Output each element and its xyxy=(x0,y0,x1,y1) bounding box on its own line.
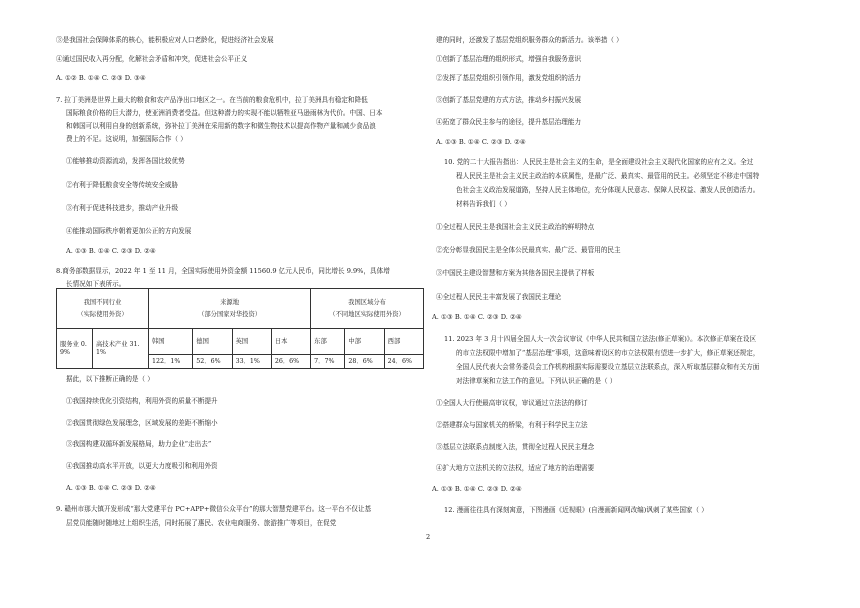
q7-stem-line-3: 和韩国可以利用自身的创新系统，弥补拉丁美洲在采用新的数字和微生物技术以提高作物产量和减少食品浪 xyxy=(66,122,376,130)
q7-statement-2: ②有利于降低粮食安全等传统安全威胁 xyxy=(66,181,179,189)
q11-statement-4: ④扩大地方立法机关的立法权，适应了地方的治理需要 xyxy=(436,464,595,472)
q10-statement-3: ③中国民主建设智慧和方案为其他各国民主提供了样板 xyxy=(436,269,595,277)
q10-statement-1: ①全过程人民民主是我国社会主义民主政治的鲜明特点 xyxy=(436,223,595,231)
table-header-industry-title: 我国不同行业 xyxy=(83,298,122,306)
q8-statement-1: ①我国持续优化引资结构，利用外资的质量不断提升 xyxy=(66,397,218,405)
page-number: 2 xyxy=(426,533,431,541)
table-cell-region-val-3: 24．6% xyxy=(384,355,423,369)
q10-stem-line-4: 材料告诉我们（ ） xyxy=(456,200,511,208)
table-header-industry-subtitle: （实际使用外资） xyxy=(77,310,128,318)
q7-stem-line-4: 费上的不足。这说明，加强国际合作（ ） xyxy=(66,135,187,143)
q8-stem-line-2: 长情况如下表所示。 xyxy=(66,280,126,288)
q6-statement-4: ④通过国民收入再分配，化解社会矛盾和冲突，促进社会公平正义 xyxy=(56,55,248,63)
q7-statement-1: ①能够推动资源流动，发挥各国比较优势 xyxy=(66,157,185,165)
q10-options[interactable]: A. ①③ B. ①④ C. ②③ D. ②④ xyxy=(432,313,522,321)
q11-stem-line-1: 11. 2023 年 3 月十四届全国人大一次会议审议《中华人民共和国立法法(修正草案)》。本次修正草案在设区 xyxy=(444,335,757,343)
q7-options[interactable]: A. ①③ B. ①④ C. ②③ D. ②④ xyxy=(66,247,156,255)
table-header-source-subtitle: （部分国家对华投资） xyxy=(198,310,262,318)
q10-stem-line-2: 程人民民主是社会主义民主政治的本质属性，是最广泛、最真实、最管用的民主。必须坚定不移走中国特 xyxy=(456,172,760,180)
q7-statement-4: ④能推动国际秩序朝着更加公正的方向发展 xyxy=(66,227,192,235)
table-header-region xyxy=(311,289,424,329)
table-cell-region-val-2: 28．6% xyxy=(345,355,384,369)
q11-stem-line-2: 的市立法权限中增加了“基层治理”事项，这意味着设区的市立法权限有望进一步扩大，修正草案还规定， xyxy=(456,349,760,357)
table-header-industry xyxy=(57,289,149,329)
table-cell-country-4: 日本 xyxy=(271,329,310,355)
table-cell-country-val-4: 26．6% xyxy=(271,355,310,369)
q6-statement-3: ③是我国社会保障体系的核心，能积极应对人口老龄化，促进经济社会发展 xyxy=(56,36,274,44)
q9-stem-continued: 建的同时，还激发了基层党组织服务群众的新活力。该举措（ ） xyxy=(436,36,623,44)
table-cell-region-1: 东部 xyxy=(311,329,345,355)
q9-statement-3: ③创新了基层党建的方式方法，推动乡村振兴发展 xyxy=(436,96,582,104)
q12-stem: 12. 漫画往往具有深刻寓意，下图漫画《近视眼》(自漫画新闻网改编)讽刺了某些国家（ ） xyxy=(444,506,708,514)
table-cell-service-line-2: 9% xyxy=(60,348,70,356)
q8-options[interactable]: A. ①③ B. ①④ C. ②③ D. ②④ xyxy=(66,484,156,492)
q9-statement-2: ②发挥了基层党组织引领作用，激发党组织的活力 xyxy=(436,74,582,82)
q7-statement-3: ③有利于促进科技进步，推动产业升级 xyxy=(66,204,179,212)
table-header-source-title: 来源地 xyxy=(220,298,240,306)
table-cell-region-3: 西部 xyxy=(384,329,423,355)
q11-statement-3: ③基层立法联系点制度入法，贯彻全过程人民民主理念 xyxy=(436,443,595,451)
table-cell-hightech-line-2: 1% xyxy=(96,348,106,356)
q9-statement-4: ④拓宽了群众民主参与的途径，提升基层治理能力 xyxy=(436,118,582,126)
q8-data-table xyxy=(56,288,424,369)
table-cell-service xyxy=(57,329,93,369)
q11-stem-line-3: 全国人民代表大会常务委员会工作机构根据实际需要设立基层立法联系点，深入听取基层群众和有关方面 xyxy=(456,363,760,371)
table-header-region-title: 我国区域分布 xyxy=(348,298,386,306)
table-cell-country-1: 韩国 xyxy=(149,329,193,355)
q10-statement-4: ④全过程人民民主丰富发展了我国民主理论 xyxy=(436,293,562,301)
q8-statement-4: ④我国推动高水平开放，以更大力度吸引和利用外资 xyxy=(66,462,218,470)
q7-stem-line-2: 国际粮食价格的巨大潜力，使亚洲消费者受益。但这种潜力的实现不能以牺牲亚马逊雨林为代价。中国、日本 xyxy=(66,109,383,117)
q6-options[interactable]: A. ①② B. ①④ C. ②③ D. ③④ xyxy=(56,74,146,82)
q8-statement-3: ③我国构建双循环新发展格局，助力企业“走出去” xyxy=(66,440,212,448)
table-cell-region-val-1: 7．7% xyxy=(311,355,345,369)
table-cell-country-val-2: 52．6% xyxy=(193,355,232,369)
table-cell-country-2: 德国 xyxy=(193,329,232,355)
table-cell-country-val-1: 122．1% xyxy=(149,355,193,369)
q10-statement-2: ②充分彰显我国民主是全体公民最真实、最广泛、最管用的民主 xyxy=(436,246,621,254)
q8-statement-2: ②我国贯彻绿色发展理念，区域发展的差距不断缩小 xyxy=(66,419,218,427)
table-cell-hightech-line-1: 高技术产业 31. xyxy=(96,340,140,348)
q9-stem-line-2: 层党员能随时随地过上组织生活，同时拓展了惠民、农业电商服务、旅游推广等项目，在促党 xyxy=(66,519,337,527)
table-cell-hightech xyxy=(93,329,149,369)
q9-options[interactable]: A. ①③ B. ①④ C. ②③ D. ②④ xyxy=(436,138,526,146)
q11-options[interactable]: A. ①③ B. ①④ C. ②③ D. ②④ xyxy=(432,485,522,493)
q10-stem-line-3: 色社会主义政治发展道路，坚持人民主体地位，充分体现人民意志、保障人民权益、激发人民创造活力。 xyxy=(456,186,760,194)
table-cell-country-val-3: 33．1% xyxy=(232,355,271,369)
table-cell-service-line-1: 服务业 0. xyxy=(60,340,87,348)
q9-statement-1: ①创新了基层治理的组织形式，增强自我服务意识 xyxy=(436,55,582,63)
q11-statement-2: ②搭建群众与国家机关的桥梁，有利于科学民主立法 xyxy=(436,421,588,429)
table-header-region-subtitle: （不同地区实际使用外资） xyxy=(329,310,405,318)
table-cell-region-2: 中部 xyxy=(345,329,384,355)
q8-stem-line-1: 8.商务部数据显示，2022 年 1 至 11 月，全国实际使用外资金额 11560.9 亿元人民币，同比增长 9.9%，具体增 xyxy=(56,267,390,275)
q8-lead: 据此，以下推断正确的是（ ） xyxy=(66,375,154,383)
q11-stem-line-4: 对法律草案和立法工作的意见。下列认识正确的是（ ） xyxy=(456,377,617,385)
q11-statement-1: ①全国人大行使最高审议权，审议通过立法法的修订 xyxy=(436,399,588,407)
q7-stem-line-1: 7. 拉丁美洲是世界上最大的粮食和农产品净出口地区之一。在当前的粮食危机中，拉丁美洲具有稳定和降低 xyxy=(56,96,368,104)
q9-stem-line-1: 9. 赣州市那大镇开发形成“那大党建平台 PC+APP+微信公众平台”的那大智慧党建平台。这一平台不仅让基 xyxy=(56,505,372,513)
q10-stem-line-1: 10. 党的二十大报告指出：人民民主是社会主义的生命，是全面建设社会主义现代化国家的应有之义。全过 xyxy=(444,158,754,166)
table-cell-country-3: 英国 xyxy=(232,329,271,355)
table-header-source xyxy=(149,289,311,329)
